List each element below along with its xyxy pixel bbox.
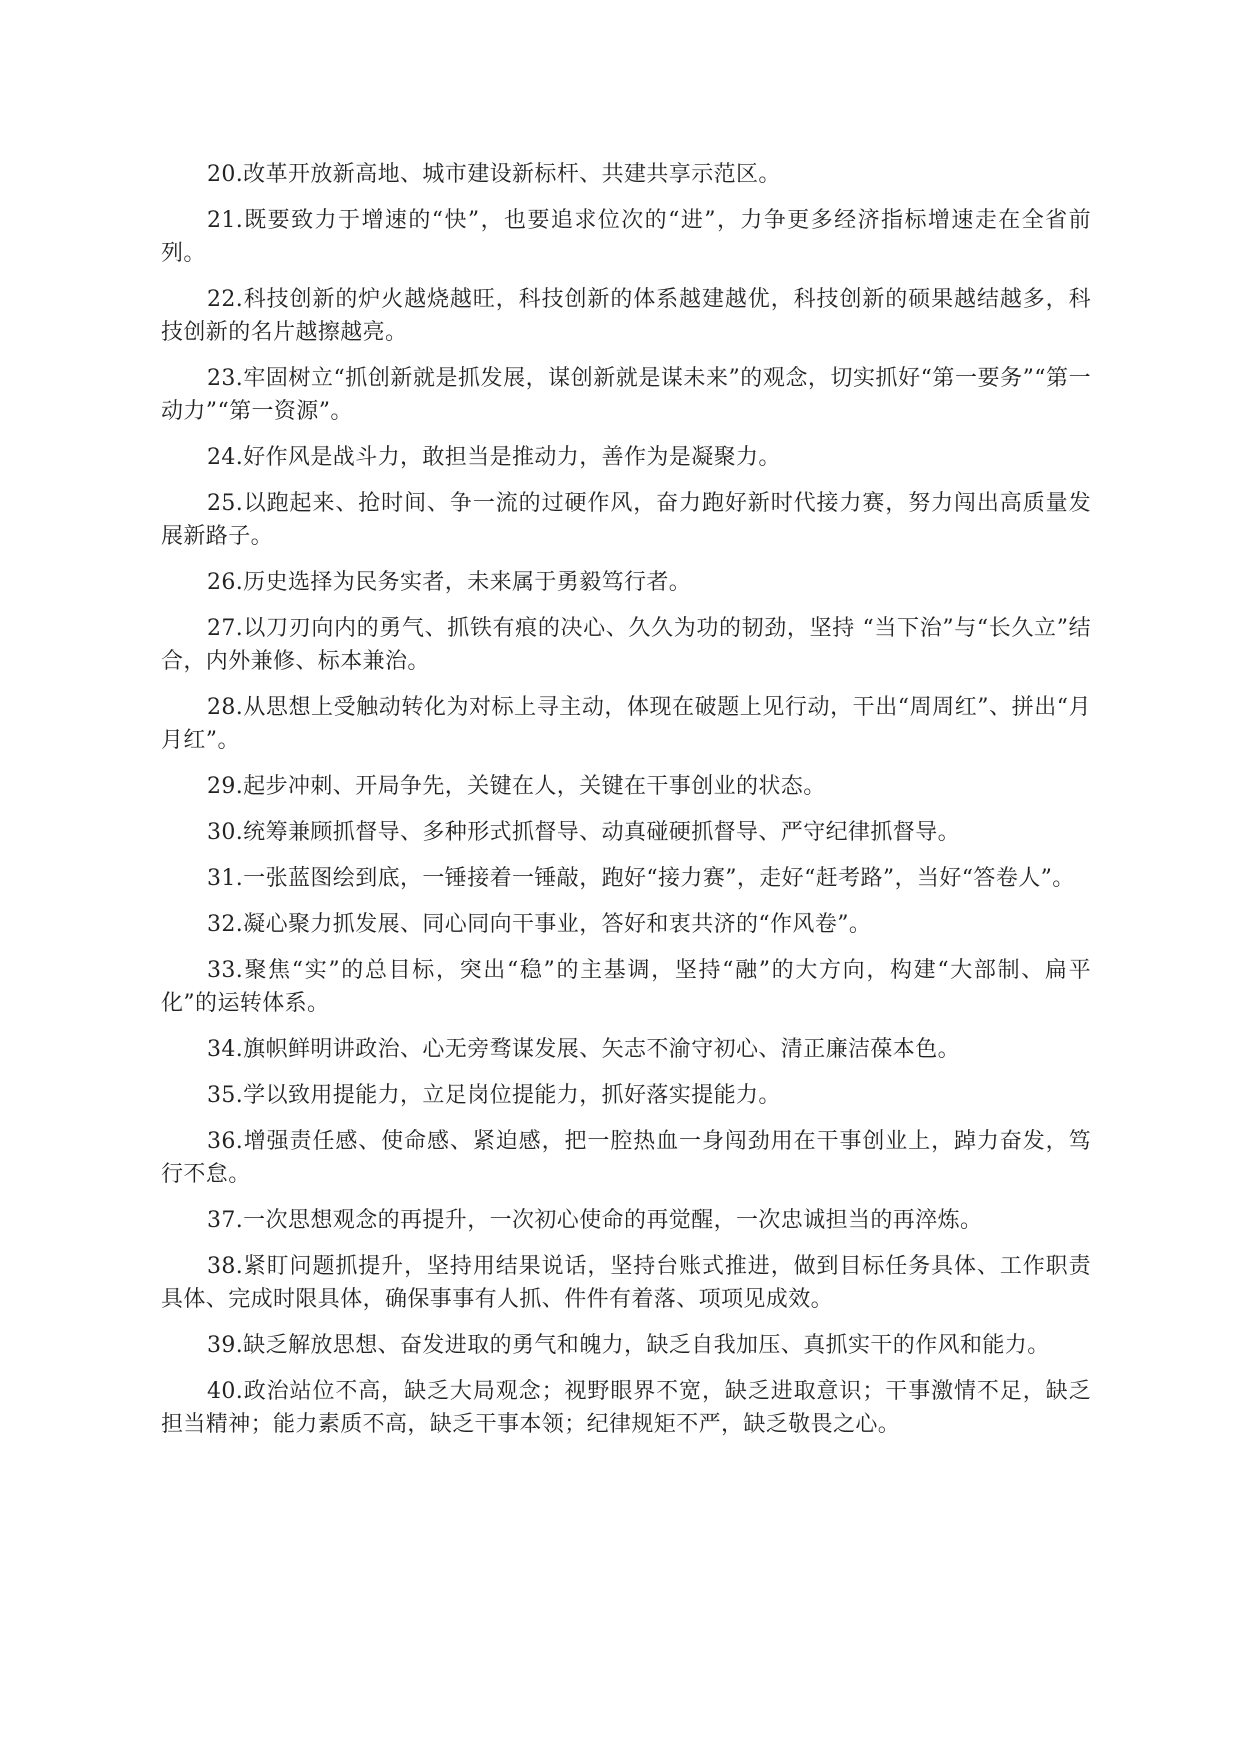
paragraph-40: 40.政治站位不高，缺乏大局观念；视野眼界不宽，缺乏进取意识；干事激情不足，缺乏担当精神；能力素质不高，缺乏干事本领；纪律规矩不严，缺乏敬畏之心。 (161, 1379, 1091, 1437)
paragraph-39: 39.缺乏解放思想、奋发进取的勇气和魄力，缺乏自我加压、真抓实干的作风和能力。 (207, 1333, 1050, 1358)
paragraph-20: 20.改革开放新高地、城市建设新标杆、共建共享示范区。 (207, 162, 781, 187)
paragraph-23: 23.牢固树立“抓创新就是抓发展，谋创新就是谋未来”的观念，切实抓好“第一要务”“第一动力”“第一资源”。 (161, 366, 1091, 424)
paragraph-34: 34.旗帜鲜明讲政治、心无旁骛谋发展、矢志不渝守初心、清正廉洁葆本色。 (207, 1037, 960, 1062)
paragraph-24: 24.好作风是战斗力，敢担当是推动力，善作为是凝聚力。 (207, 445, 781, 470)
paragraph-21: 21.既要致力于增速的“快”，也要追求位次的“进”，力争更多经济指标增速走在全省前列。 (161, 208, 1091, 266)
paragraph-38: 38.紧盯问题抓提升，坚持用结果说话，坚持台账式推进，做到目标任务具体、工作职责具体、完成时限具体，确保事事有人抓、件件有着落、项项见成效。 (161, 1254, 1091, 1312)
paragraph-29: 29.起步冲刺、开局争先，关键在人，关键在干事创业的状态。 (207, 774, 826, 799)
paragraph-31: 31.一张蓝图绘到底，一锤接着一锤敲，跑好“接力赛”，走好“赶考路”，当好“答卷人”。 (207, 866, 1075, 891)
paragraph-36: 36.增强责任感、使命感、紧迫感，把一腔热血一身闯劲用在干事创业上，踔力奋发，笃行不怠。 (161, 1129, 1091, 1187)
paragraph-30: 30.统筹兼顾抓督导、多种形式抓督导、动真碰硬抓督导、严守纪律抓督导。 (207, 820, 960, 845)
paragraph-22: 22.科技创新的炉火越烧越旺，科技创新的体系越建越优，科技创新的硕果越结越多，科技创新的名片越擦越亮。 (161, 287, 1091, 345)
document-body (161, 158, 1091, 1454)
paragraph-33: 33.聚焦“实”的总目标，突出“稳”的主基调，坚持“融”的大方向，构建“大部制、扁平化”的运转体系。 (161, 958, 1091, 1016)
paragraph-35: 35.学以致用提能力，立足岗位提能力，抓好落实提能力。 (207, 1083, 781, 1108)
paragraph-25: 25.以跑起来、抢时间、争一流的过硬作风，奋力跑好新时代接力赛，努力闯出高质量发展新路子。 (161, 491, 1091, 549)
paragraph-37: 37.一次思想观念的再提升，一次初心使命的再觉醒，一次忠诚担当的再淬炼。 (207, 1208, 983, 1233)
paragraph-26: 26.历史选择为民务实者，未来属于勇毅笃行者。 (207, 570, 692, 595)
paragraph-27: 27.以刀刃向内的勇气、抓铁有痕的决心、久久为功的韧劲，坚持 “当下治”与“长久立”结合，内外兼修、标本兼治。 (161, 616, 1091, 674)
paragraph-32: 32.凝心聚力抓发展、同心同向干事业，答好和衷共济的“作风卷”。 (207, 912, 872, 937)
paragraph-28: 28.从思想上受触动转化为对标上寻主动，体现在破题上见行动，干出“周周红”、拼出“月月红”。 (161, 695, 1091, 753)
